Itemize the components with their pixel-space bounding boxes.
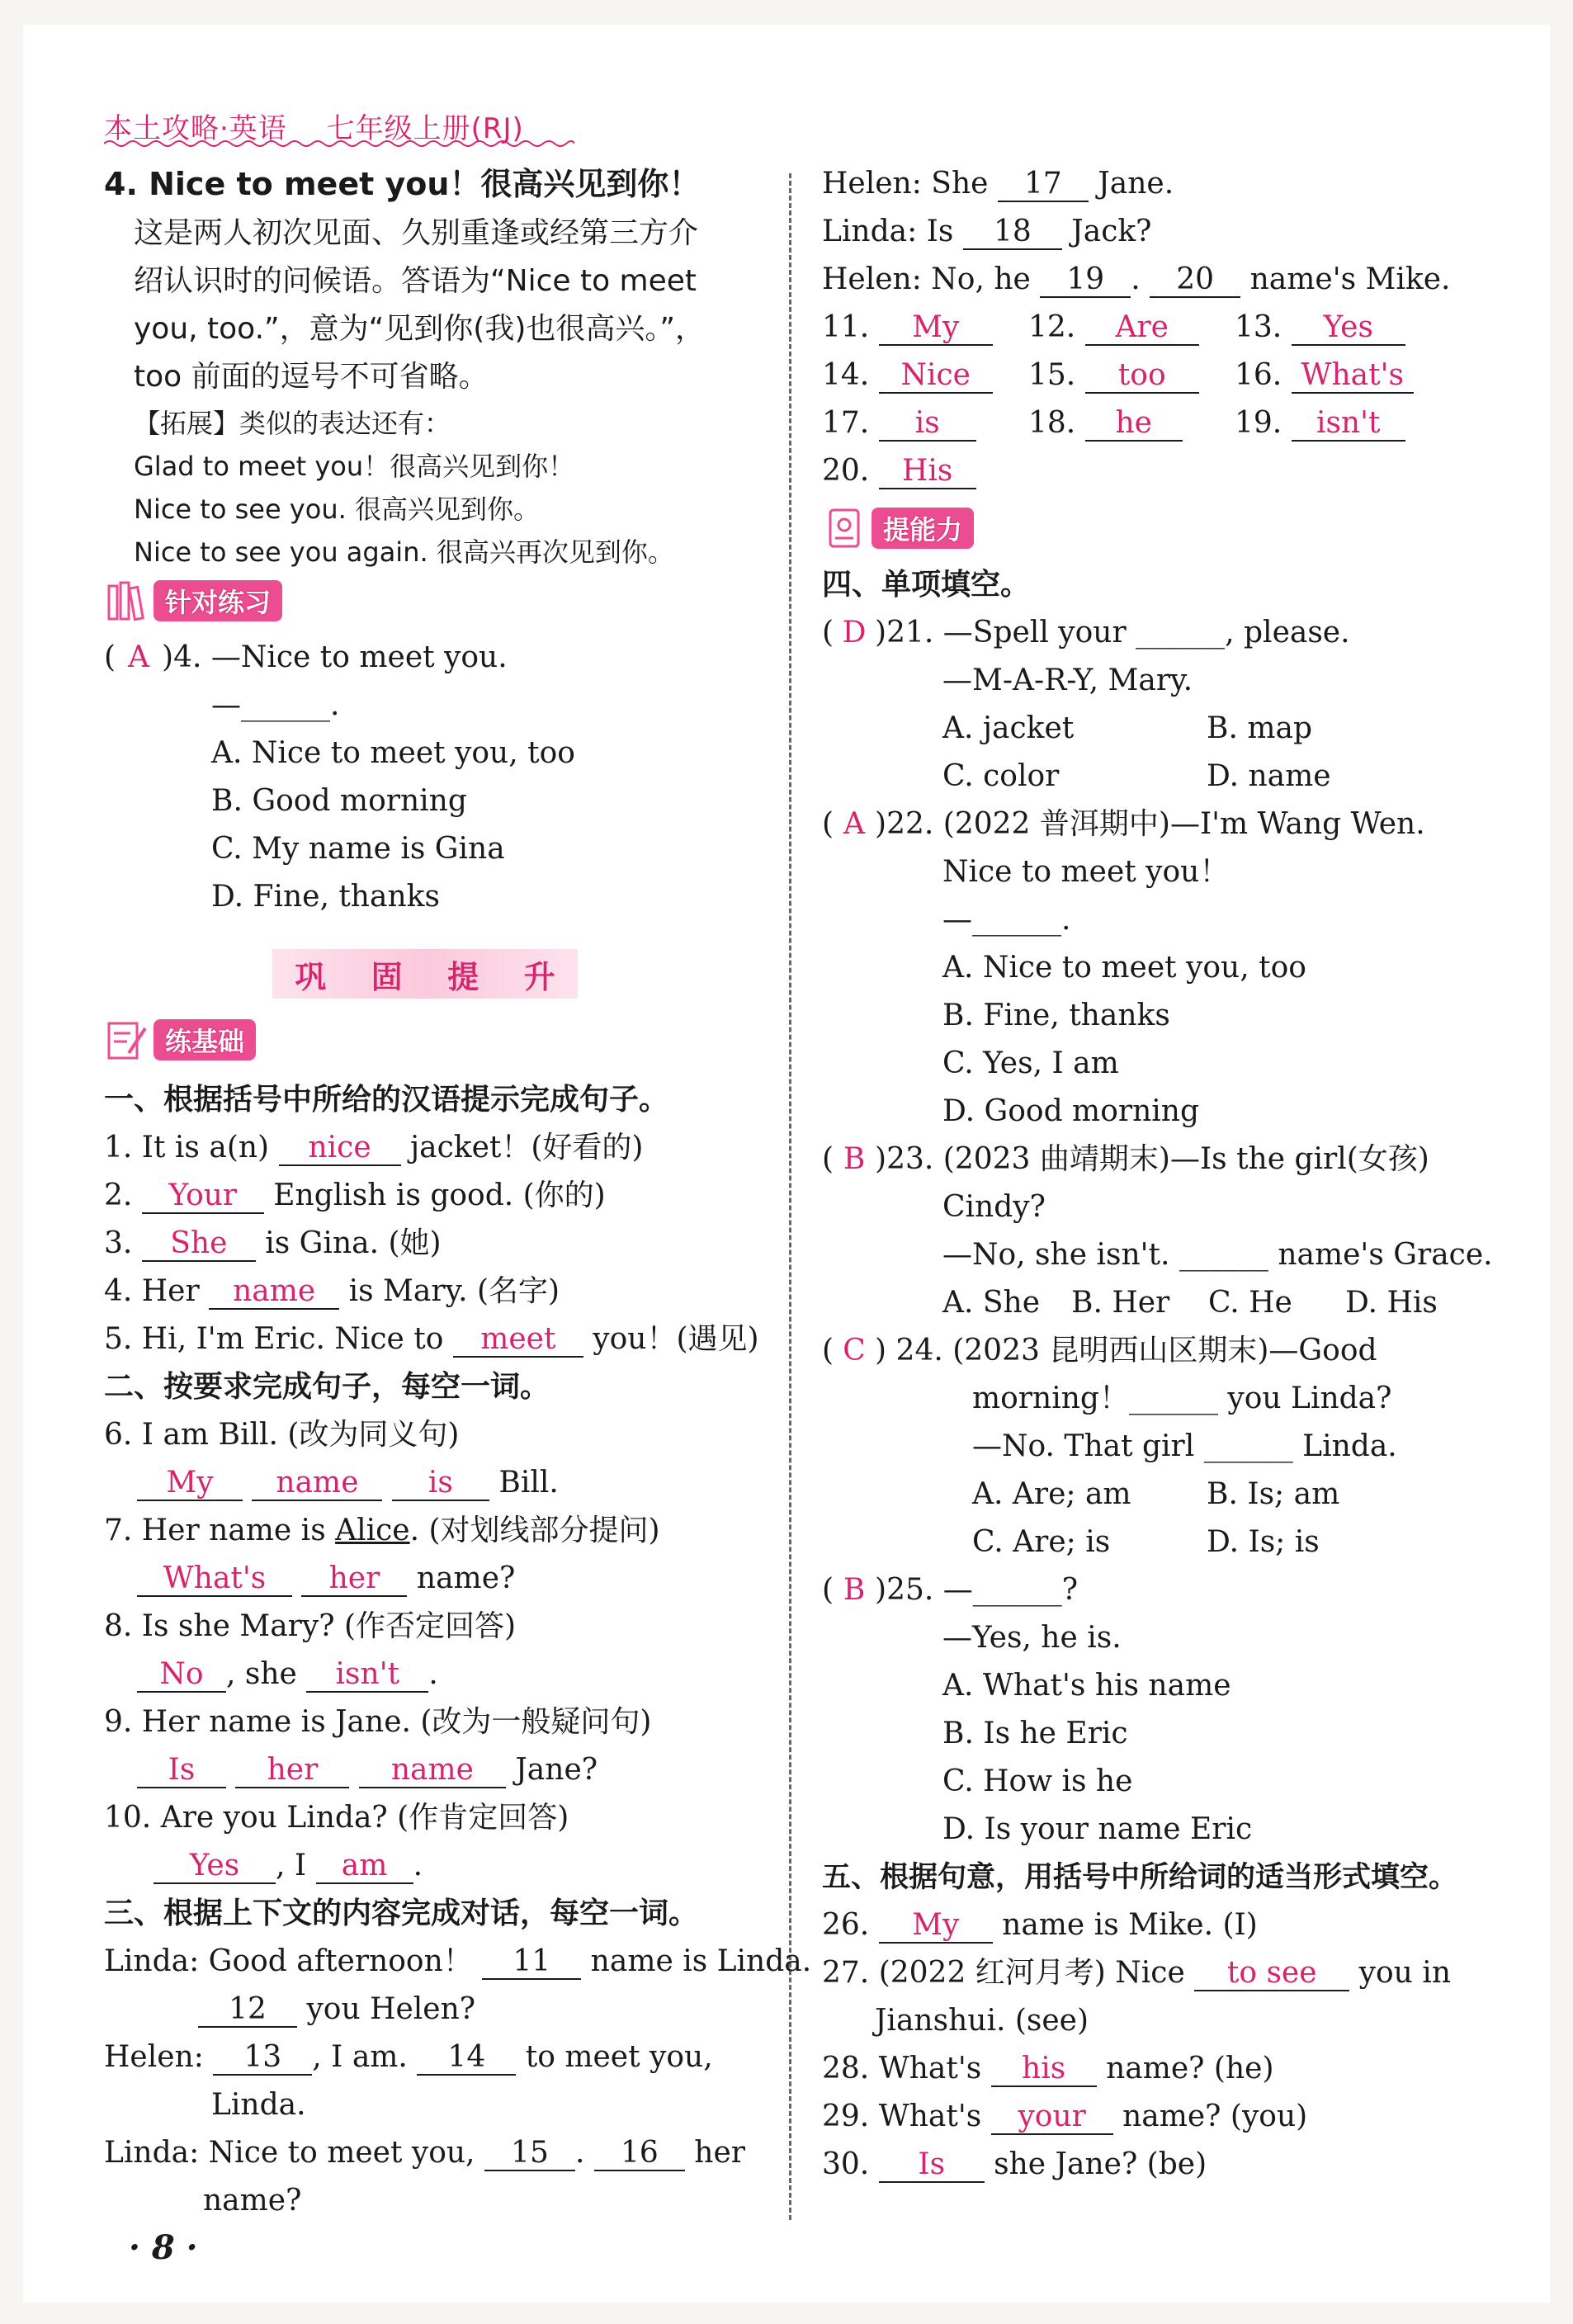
ans17-num: 17.	[822, 406, 870, 440]
q21: ( D )21. —Spell your ______, please.	[822, 614, 1350, 652]
ans20: His	[879, 455, 976, 489]
blank-17: 17	[998, 168, 1089, 202]
q23-reply: —No, she isn't. ______ name's Grace.	[942, 1238, 1493, 1272]
p1-1-post: jacket！(好看的)	[400, 1131, 644, 1164]
dialog-line-4: Linda.	[211, 2088, 306, 2122]
ans13: Yes	[1292, 311, 1405, 346]
p5-item-26	[822, 1906, 1258, 1944]
q23-option-c: C. He	[1208, 1286, 1292, 1320]
page-number: · 8 ·	[129, 2228, 198, 2267]
dl3-mid: , I am.	[312, 2040, 408, 2074]
tip-body-1: 这是两人初次见面、久别重逢或经第三方介	[134, 216, 699, 250]
p5-30-pre: 30.	[822, 2147, 879, 2181]
q4: ( A )4. —Nice to meet you.	[104, 639, 508, 677]
q23-line2: Cindy?	[942, 1190, 1046, 1224]
q25-reply: —Yes, he is.	[942, 1621, 1122, 1655]
a9-end: Jane?	[515, 1753, 598, 1787]
p5-27-post: you in	[1349, 1956, 1452, 1990]
dialog-line-2	[198, 1991, 475, 2029]
p1-1-pre: 1. It is a(n)	[104, 1131, 279, 1164]
q24-answer: C	[843, 1334, 866, 1367]
pencil-note-icon	[104, 1017, 150, 1063]
q23-option-b: B. Her	[1071, 1286, 1170, 1320]
blank-14: 14	[417, 2041, 516, 2076]
q7	[104, 1512, 660, 1550]
tip-title: 4. Nice to meet you！很高兴见到你！	[104, 166, 701, 202]
p5-29-post: name? (you)	[1112, 2100, 1308, 2133]
q24-line2: morning！______ you Linda?	[972, 1382, 1392, 1415]
answer-row-2	[822, 357, 1414, 394]
q21-option-c: C. color	[942, 759, 1060, 793]
q25-option-b: B. Is he Eric	[942, 1717, 1128, 1750]
p1-2-answer: Your	[142, 1179, 264, 1214]
q24-option-b: B. Is; am	[1207, 1477, 1340, 1511]
p5-item-30	[822, 2146, 1207, 2184]
ans18-num: 18.	[1028, 406, 1076, 440]
basic-badge	[104, 1017, 256, 1063]
a6-1: My	[137, 1467, 243, 1501]
a10-mid: , I	[276, 1849, 307, 1882]
q4-option-b: B. Good morning	[211, 784, 467, 818]
p5-item-27	[822, 1954, 1451, 1992]
tip-ext-1: Glad to meet you！很高兴见到你！	[134, 451, 575, 482]
q23-option-a: A. She	[942, 1286, 1041, 1320]
answer-row-1	[822, 309, 1405, 347]
section-title-char-1: 巩	[295, 958, 327, 995]
q4-reply: —______.	[211, 688, 340, 722]
q21-option-b: B. map	[1207, 711, 1312, 745]
a9-1: Is	[137, 1754, 226, 1788]
q24-option-c: C. Are; is	[972, 1525, 1111, 1559]
dl9-post: name's Mike.	[1249, 262, 1451, 296]
q24-stem: ) 24. (2023 昆明西山区期末)—Good	[875, 1334, 1377, 1367]
p5-26-post: name is Mike. (I)	[992, 1908, 1258, 1942]
basic-badge-label: 练基础	[154, 1019, 256, 1060]
p5-26-answer: My	[879, 1909, 993, 1944]
ans12: Are	[1085, 311, 1199, 346]
header-wave-line	[104, 139, 574, 149]
p5-28-post: name? (he)	[1096, 2052, 1274, 2085]
dialog-line-1	[104, 1943, 811, 1981]
ans14-num: 14.	[822, 358, 870, 392]
q25-option-a: A. What's his name	[942, 1669, 1231, 1703]
p5-28-answer: his	[991, 2052, 1097, 2087]
q23: ( B )23. (2023 曲靖期末)—Is the girl(女孩)	[822, 1141, 1429, 1179]
tip-body-2: 绍认识时的问候语。答语为“Nice to meet	[134, 264, 697, 298]
p5-29-answer: your	[991, 2100, 1113, 2135]
q22-option-d: D. Good morning	[942, 1094, 1200, 1128]
header-book: 本土攻略·英语	[104, 112, 287, 145]
dialog-line-7	[822, 165, 1174, 203]
p1-1-answer: nice	[279, 1131, 401, 1166]
a8-2: isn't	[306, 1658, 428, 1693]
dl7-post: Jane.	[1098, 167, 1174, 201]
ans17: is	[879, 407, 976, 442]
blank-12: 12	[198, 1993, 297, 2028]
a7-end: name?	[416, 1561, 516, 1595]
ans19: isn't	[1292, 407, 1405, 442]
p1-item-3	[104, 1225, 442, 1263]
q24-reply: —No. That girl ______ Linda.	[972, 1429, 1397, 1463]
q21-stem: )21. —Spell your ______, please.	[875, 616, 1350, 649]
blank-20: 20	[1150, 263, 1240, 298]
a6-2: name	[252, 1467, 382, 1501]
a8-mid: , she	[226, 1657, 297, 1691]
p5-item-29	[822, 2098, 1307, 2136]
ans12-num: 12.	[1028, 310, 1076, 344]
part3-title: 三、根据上下文的内容完成对话，每空一词。	[104, 1897, 699, 1930]
blank-16: 16	[594, 2137, 685, 2171]
q4-option-a: A. Nice to meet you, too	[211, 736, 575, 770]
q24-option-a: A. Are; am	[972, 1477, 1131, 1511]
p1-5-pre: 5. Hi, I'm Eric. Nice to	[104, 1322, 453, 1356]
dl1-pre: Linda: Good afternoon！	[104, 1944, 473, 1978]
a7	[137, 1560, 515, 1598]
a6-end: Bill.	[498, 1466, 559, 1500]
p1-2-pre: 2.	[104, 1179, 142, 1212]
q4-answer: A	[128, 640, 150, 674]
tip-ext-3: Nice to see you again. 很高兴再次见到你。	[134, 536, 674, 568]
q24-option-d: D. Is; is	[1207, 1525, 1320, 1559]
q23-answer: B	[843, 1142, 866, 1176]
practice-badge	[104, 578, 282, 624]
p1-3-answer: She	[142, 1227, 256, 1262]
p5-item-27-cont: Jianshui. (see)	[875, 2004, 1089, 2038]
practice-badge-label: 针对练习	[154, 580, 282, 621]
q9: 9. Her name is Jane. (改为一般疑问句)	[104, 1705, 652, 1739]
a10-end: .	[413, 1849, 423, 1882]
dl8-pre: Linda: Is	[822, 215, 954, 248]
ability-badge-label: 提能力	[872, 508, 974, 549]
column-divider	[789, 173, 791, 2220]
q25-option-d: D. Is your name Eric	[942, 1812, 1253, 1846]
dl3-post: to meet you,	[525, 2040, 713, 2074]
a8-end: .	[428, 1657, 438, 1691]
q7-post: . (对划线部分提问)	[409, 1514, 660, 1547]
ability-badge	[822, 505, 974, 551]
q21-option-d: D. name	[1207, 759, 1331, 793]
p1-4-post: is Mary. (名字)	[339, 1274, 560, 1308]
blank-18: 18	[963, 215, 1062, 250]
p1-5-post: you！(遇见)	[583, 1322, 759, 1356]
dialog-line-8	[822, 213, 1151, 251]
ans14: Nice	[879, 359, 993, 394]
tip-body-3: you, too.”，意为“见到你(我)也很高兴。”，	[134, 312, 706, 346]
part2-title: 二、按要求完成句子，每空一词。	[104, 1370, 550, 1404]
q23-stem: )23. (2023 曲靖期末)—Is the girl(女孩)	[875, 1142, 1429, 1176]
dl1-post: name is Linda.	[590, 1944, 812, 1978]
dl9-pre: Helen: No, he	[822, 262, 1031, 296]
tip-ext-label: 【拓展】类似的表达还有：	[134, 408, 451, 439]
p1-item-4	[104, 1273, 560, 1311]
q22-option-c: C. Yes, I am	[942, 1046, 1119, 1080]
p1-item-5	[104, 1320, 759, 1358]
q21-option-a: A. jacket	[942, 711, 1075, 745]
q25-option-c: C. How is he	[942, 1764, 1133, 1798]
a8-1: No	[137, 1658, 226, 1693]
blank-11: 11	[482, 1945, 581, 1980]
p1-3-pre: 3.	[104, 1226, 142, 1260]
a6	[137, 1464, 559, 1502]
a10-2: am	[316, 1849, 413, 1884]
header-grade: 七年级上册(RJ)	[326, 112, 524, 145]
dialog-line-3	[104, 2038, 713, 2076]
ans19-num: 19.	[1235, 406, 1282, 440]
q4-stem: )4. —Nice to meet you.	[162, 640, 508, 674]
section-title-banner	[272, 949, 578, 999]
p5-27-answer: to see	[1194, 1957, 1349, 1991]
dl8-post: Jack?	[1071, 215, 1152, 248]
ans20-num: 20.	[822, 454, 870, 488]
blank-19: 19	[1040, 263, 1131, 298]
q22-answer: A	[843, 807, 866, 841]
ans15: too	[1085, 359, 1199, 394]
q23-option-d: D. His	[1345, 1286, 1438, 1320]
q7-pre: 7. Her name is	[104, 1514, 336, 1547]
books-icon	[104, 578, 150, 624]
dialog-line-9: Helen: No, he 19 . 20 name's Mike.	[822, 262, 1451, 296]
answer-row-4	[822, 452, 976, 490]
p1-5-answer: meet	[453, 1323, 583, 1358]
q22-line2: Nice to meet you！	[942, 855, 1230, 889]
q25-stem: )25. —______?	[875, 1573, 1079, 1607]
q10: 10. Are you Linda? (作肯定回答)	[104, 1801, 569, 1835]
a9-3: name	[359, 1754, 506, 1788]
p5-30-post: she Jane? (be)	[984, 2147, 1207, 2181]
a7-1: What's	[137, 1562, 292, 1597]
a9-2: her	[235, 1754, 349, 1788]
p1-4-pre: 4. Her	[104, 1274, 210, 1308]
a8	[137, 1656, 438, 1693]
ans11-num: 11.	[822, 310, 870, 344]
q7-underlined: Alice	[335, 1514, 410, 1547]
p5-28-pre: 28. What's	[822, 2052, 991, 2085]
a7-2: her	[301, 1562, 407, 1597]
q4-option-c: C. My name is Gina	[211, 832, 505, 866]
q4-option-d: D. Fine, thanks	[211, 880, 440, 914]
ans18: he	[1085, 407, 1183, 442]
p5-27-pre: 27. (2022 红河月考) Nice	[822, 1956, 1195, 1990]
dialog-line-6: name?	[203, 2184, 302, 2218]
part5-title: 五、根据句意，用括号中所给词的适当形式填空。	[822, 1861, 1458, 1894]
p5-30-answer: Is	[879, 2148, 985, 2183]
q8: 8. Is she Mary? (作否定回答)	[104, 1609, 517, 1643]
dl7-pre: Helen: She	[822, 167, 989, 201]
q25: ( B )25. —______?	[822, 1571, 1078, 1609]
p1-item-2	[104, 1177, 606, 1215]
a6-3: is	[392, 1467, 489, 1501]
a10	[154, 1847, 423, 1885]
part4-title: 四、单项填空。	[822, 568, 1031, 602]
dl2-post: you Helen?	[306, 1992, 476, 2026]
q21-answer: D	[842, 616, 867, 649]
tip-ext-2: Nice to see you. 很高兴见到你。	[134, 494, 540, 525]
a9	[137, 1751, 598, 1789]
section-title-char-4: 升	[523, 958, 555, 995]
blank-15: 15	[484, 2137, 575, 2171]
q22-stem: )22. (2022 普洱期中)—I'm Wang Wen.	[875, 807, 1425, 841]
section-title-char-3: 提	[447, 958, 479, 995]
ans16: What's	[1292, 359, 1414, 394]
q22: ( A )22. (2022 普洱期中)—I'm Wang Wen.	[822, 805, 1425, 843]
p5-29-pre: 29. What's	[822, 2100, 991, 2133]
p1-2-post: English is good. (你的)	[263, 1179, 606, 1212]
section-title-char-2: 固	[371, 958, 403, 995]
document-icon	[822, 505, 868, 551]
answer-row-3	[822, 404, 1405, 442]
ans16-num: 16.	[1235, 358, 1282, 392]
p1-item-1	[104, 1129, 643, 1167]
p5-26-pre: 26.	[822, 1908, 879, 1942]
q24: ( C ) 24. (2023 昆明西山区期末)—Good	[822, 1332, 1377, 1370]
dialog-line-5: Linda: Nice to meet you, 15 . 16 her	[104, 2136, 745, 2170]
ans11: My	[879, 311, 993, 346]
q21-reply: —M-A-R-Y, Mary.	[942, 664, 1193, 697]
ans15-num: 15.	[1028, 358, 1076, 392]
part1-title: 一、根据括号中所给的汉语提示完成句子。	[104, 1083, 669, 1117]
dl5-pre: Linda: Nice to meet you,	[104, 2136, 475, 2170]
p5-item-28	[822, 2050, 1274, 2088]
p1-3-post: is Gina. (她)	[255, 1226, 442, 1260]
dl5-post: her	[694, 2136, 745, 2170]
q23-options	[942, 1284, 1438, 1322]
q6: 6. I am Bill. (改为同义句)	[104, 1418, 460, 1452]
q22-option-a: A. Nice to meet you, too	[942, 951, 1306, 985]
blank-13: 13	[213, 2041, 312, 2076]
ans13-num: 13.	[1235, 310, 1282, 344]
q25-answer: B	[843, 1573, 866, 1607]
p1-4-answer: name	[209, 1275, 339, 1310]
a10-1: Yes	[154, 1849, 276, 1884]
q22-reply: —______.	[942, 903, 1071, 937]
tip-body-4: too 前面的逗号不可省略。	[134, 360, 489, 394]
q22-option-b: B. Fine, thanks	[942, 999, 1170, 1032]
dl3-pre: Helen:	[104, 2040, 214, 2074]
